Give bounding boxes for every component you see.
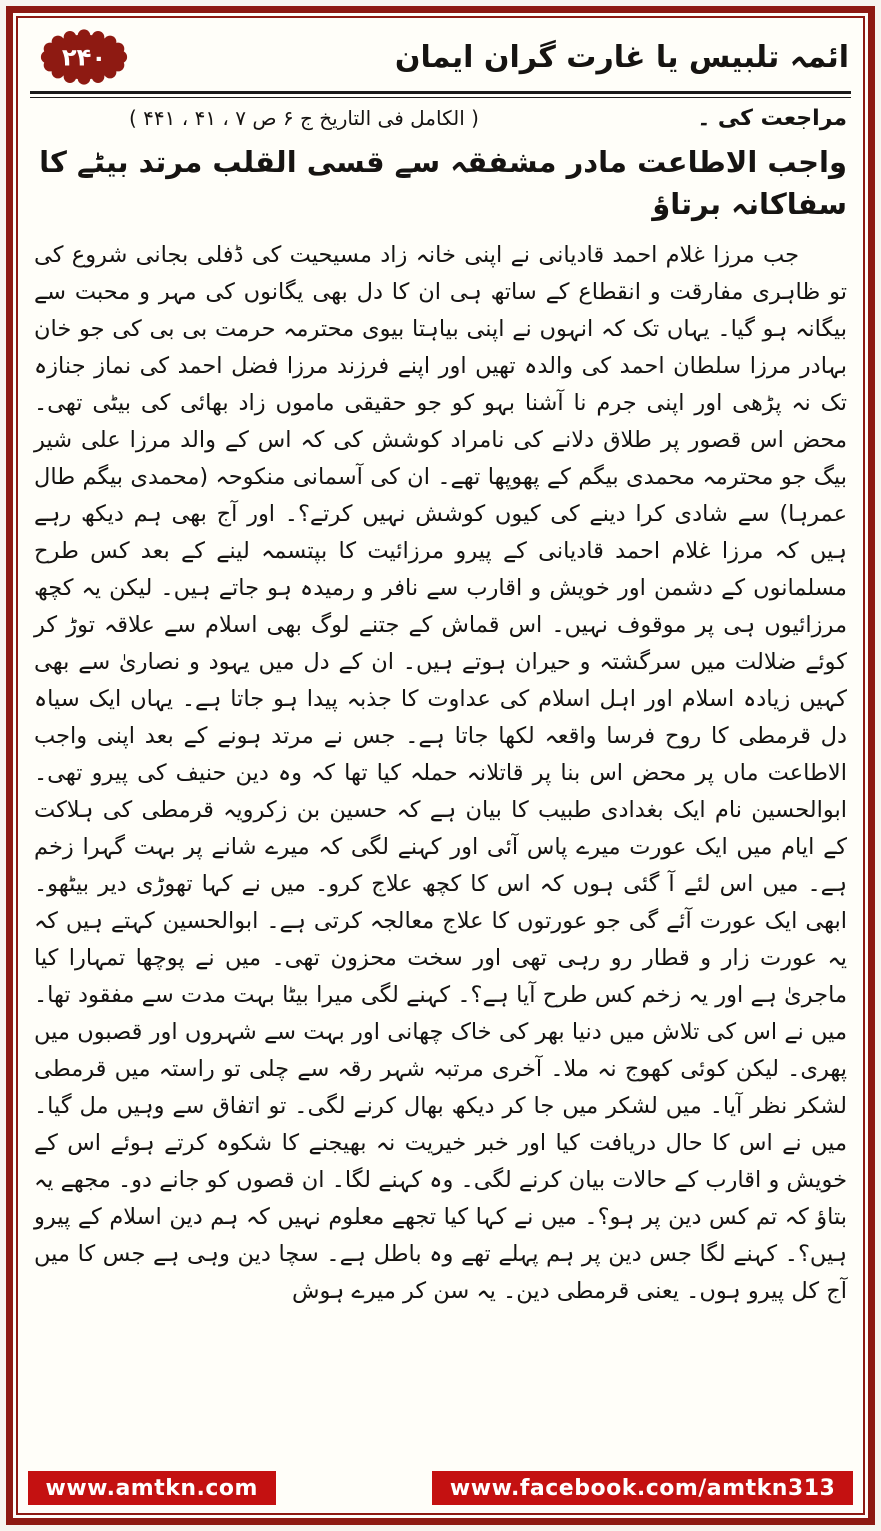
- header-rule: [30, 91, 851, 98]
- page-body: [28, 104, 853, 1465]
- website-url: www.amtkn.com: [45, 1475, 258, 1501]
- footer-bar-left: [28, 1471, 276, 1505]
- page-number-badge: [32, 26, 136, 88]
- page-title: ائمہ تلبیس یا غارت گران ایمان: [394, 39, 849, 75]
- facebook-url: www.facebook.com/amtkn313: [449, 1475, 836, 1501]
- scalloped-seal-icon: [32, 26, 136, 88]
- reference-citation: ( الکامل فی التاریخ ج ۶ ص ۷ ، ۴۱ ، ۴۴۱ ): [129, 106, 479, 130]
- footer-gap: [276, 1471, 433, 1505]
- body-paragraph-part-2: ابوالحسین نام ایک بغدادی طبیب کا بیان ہے کہ حسین بن زکرویہ قرمطی کی ہلاکت کے ایام میں ایک عورت میرے پاس آئی اور کہنے لگی کہ میرے شانے پر بہت گہرا زخم ہے۔ میں اس لئے آ گئی ہوں کہ اس کا کچھ علاج کرو۔ میں نے کہا تھوڑی دیر بیٹھو۔ ابھی ایک عورت آئے گی جو عورتوں کا علاج معالجہ کرتی ہے۔ ابوالحسین کہتے ہیں کہ یہ عورت زار و قطار رو رہی تھی اور سخت محزون تھی۔ میں نے پوچھا تمہارا کیا ماجریٰ ہے اور یہ زخم کس طرح آیا ہے؟۔ کہنے لگی میرا بیٹا بہت مدت سے مفقود تھا۔ میں نے اس کی تلاش میں دنیا بھر کی خاک چھانی اور بہت سے شہروں اور قصبوں میں پھری۔ لیکن کوئی کھوج نہ ملا۔ آخری مرتبہ شہر رقہ سے چلی تو راستہ میں قرمطی لشکر نظر آیا۔ میں لشکر میں جا کر دیکھ بھال کرنے لگی۔ تو اتفاق سے وہیں مل گیا۔ میں نے اس کا حال دریافت کیا اور خبر خیریت نہ بھیجنے کا شکوہ کرتے ہوئے اس کے خویش و اقارب کے حالات بیان کرنے لگی۔ وہ کہنے لگا۔ ان قصوں کو جانے دو۔ مجھے یہ بتاؤ کہ تم کس دین پر ہو؟۔ میں نے کہا کیا تجھے معلوم نہیں کہ ہم دین اسلام کے پیرو ہیں؟۔ کہنے لگا جس دین پر ہم پہلے تھے وہ باطل ہے۔ سچا دین وہی ہے جس کا میں آج کل پیرو ہوں۔ یعنی قرمطی دین۔ یہ سن کر میرے ہوش: [34, 797, 847, 1305]
- section-heading: واجب الاطاعت مادر مشفقہ سے قسی القلب مرتد بیٹے کا سفاکانہ برتاؤ: [39, 145, 847, 222]
- reference-text: مراجعت کی ۔: [697, 106, 847, 131]
- footer: [28, 1471, 853, 1505]
- inner-border: [16, 16, 865, 1515]
- footer-bar-right: [432, 1471, 853, 1505]
- page-number: ۲۴۰: [61, 43, 107, 72]
- page-border: [6, 6, 875, 1525]
- page-header: [28, 24, 853, 90]
- reference-line: [34, 106, 847, 131]
- body-paragraph: [34, 237, 847, 1310]
- body-paragraph-part-1: جب مرزا غلام احمد قادیانی نے اپنی خانہ زاد مسیحیت کی ڈفلی بجانی شروع کی تو ظاہری مفارقت و انقطاع کے ساتھ ہی ان کا دل بھی یگانوں کی مہر و محبت سے بیگانہ ہو گیا۔ یہاں تک کہ انہوں نے اپنی بیاہتا بیوی محترمہ حرمت بی بی کی جو خان بہادر مرزا سلطان احمد کی والدہ تھیں اور اپنے فرزند مرزا فضل احمد کی نماز جنازہ تک نہ پڑھی اور اپنی جرم نا آشنا بہو کو جو حقیقی ماموں زاد بھائی کی بیٹی تھی۔ محض اس قصور پر طلاق دلانے کی نامراد کوشش کی کہ اس کے والد مرزا علی شیر بیگ جو محترمہ محمدی بیگم کے پھوپھا تھے۔ ان کی آسمانی منکوحہ (محمدی بیگم طال عمرہا) سے شادی کرا دینے کی کیوں کوشش نہیں کرتے؟۔ اور آج بھی ہم دیکھ رہے ہیں کہ مرزا غلام احمد قادیانی کے پیرو مرزائیت کا بپتسمہ لینے کے بعد کس طرح مسلمانوں کے دشمن اور خویش و اقارب سے نافر و رمیدہ ہو جاتے ہیں۔ لیکن یہ کچھ مرزائیوں ہی پر موقوف نہیں۔ اس قماش کے جتنے لوگ بھی اسلام سے علاقہ توڑ کر کوئے ضلالت میں سرگشتہ و حیران ہوتے ہیں۔ ان کے دل میں یہود و نصاریٰ سے بھی کہیں زیادہ اسلام اور اہل اسلام کی عداوت کا جذبہ پیدا ہو جاتا ہے۔ یہاں ایک سیاہ دل قرمطی کا روح فرسا واقعہ لکھا جاتا ہے۔ جس نے مرتد ہونے کے بعد اپنی واجب الاطاعت ماں پر محض اس بنا پر قاتلانہ حملہ کیا تھا کہ وہ دین حنیف کی پیرو تھی۔: [34, 242, 847, 787]
